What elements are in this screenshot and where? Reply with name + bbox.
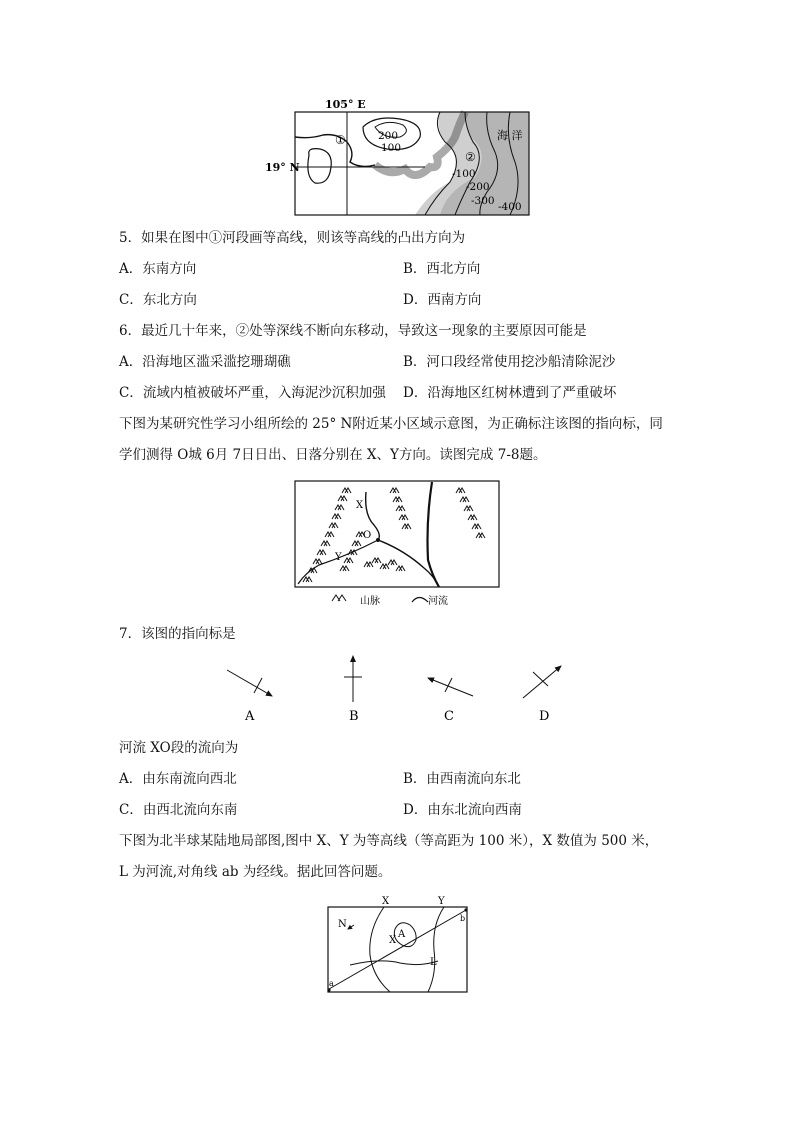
label-y: Y [335, 552, 342, 563]
label-a-inner: A [398, 929, 406, 940]
contour-label-m400: -400 [498, 201, 522, 213]
mountain-mark [332, 514, 341, 519]
label-a: a [329, 979, 334, 988]
mountain-symbols [303, 488, 485, 582]
contour-map-svg [320, 895, 475, 1000]
mountain-mark [352, 541, 361, 546]
intro2-line2: 学们测得 O城 6月 7日日出、日落分别在 X、Y方向。读图完成 7-8题。 [119, 447, 547, 463]
figure-mountain-river-map [294, 480, 500, 610]
river-l [350, 961, 438, 965]
label-o: O [363, 530, 372, 541]
mountain-mark [460, 497, 469, 502]
figure-contour-map [320, 895, 475, 1000]
mountain-mark [317, 550, 326, 555]
choice-c-label: C [444, 709, 454, 724]
mountain-mark [321, 541, 330, 546]
choice-a-label: A [245, 709, 255, 724]
mountain-river-svg [294, 480, 500, 610]
point-b-dot [464, 908, 467, 911]
q6-option-a[interactable]: A．沿海地区滥采滥挖珊瑚礁 [119, 354, 291, 370]
contour-x [370, 907, 390, 992]
q8-option-b[interactable]: B．由西南流向东北 [403, 771, 521, 787]
label-x-top: X [382, 896, 390, 907]
label-x: X [356, 500, 364, 511]
q5-stem: 5．如果在图中①河段画等高线，则该等高线的凸出方向为 [119, 230, 466, 246]
label-y-top: Y [438, 896, 445, 907]
q5-option-a[interactable]: A．东南方向 [119, 261, 197, 277]
mountain-mark [393, 497, 402, 502]
q8-option-c[interactable]: C．由西北流向东南 [119, 802, 238, 818]
mountain-mark [396, 566, 405, 571]
mountain-mark [340, 566, 349, 571]
mountain-mark [390, 488, 399, 493]
label-l: L [430, 957, 437, 968]
city-o-dot [376, 538, 380, 542]
q5-option-c[interactable]: C．东北方向 [119, 292, 197, 308]
mountain-mark [402, 524, 411, 529]
q7-choices [215, 650, 575, 725]
legend-river-icon [412, 598, 428, 603]
mountain-mark [468, 515, 477, 520]
label-n: N [338, 919, 347, 930]
intro3-line1: 下图为北半球某陆地局部图,图中 X、Y 为等高线（等高距为 100 米），X 数值为 500 米， [119, 833, 659, 849]
mountain-mark [456, 488, 465, 493]
point-a-dot [327, 988, 330, 991]
mountain-mark [399, 515, 408, 520]
contour-y [428, 907, 444, 992]
contour-label-200: 200 [378, 130, 399, 142]
lon-label: 105° E [325, 98, 366, 111]
legend-river-label: 河流 [428, 596, 448, 607]
circle-2-label: ② [465, 150, 476, 164]
mountain-mark [476, 533, 485, 538]
legend-mountain-icon [332, 595, 346, 601]
mountain-mark [396, 506, 405, 511]
mountain-mark [335, 505, 344, 510]
mountain-mark [329, 523, 338, 528]
label-x-inner: X [389, 935, 397, 946]
mountain-mark [303, 577, 312, 582]
mountain-mark [464, 506, 473, 511]
coastal-map-svg [265, 97, 535, 217]
circle-1-label: ① [335, 133, 346, 147]
q6-stem: 6．最近几十年来，②处等深线不断向东移动，导致这一现象的主要原因可能是 [119, 323, 587, 339]
q5-option-d[interactable]: D．西南方向 [403, 292, 482, 308]
sea-label: 海 洋 [497, 129, 523, 142]
choice-b-label: B [349, 709, 359, 724]
contour-label-m300: -300 [471, 195, 495, 207]
mountain-mark [313, 559, 322, 564]
q6-option-c[interactable]: C．流域内植被破坏严重，入海泥沙沉积加强 [119, 385, 386, 401]
q8-option-a[interactable]: A．由东南流向西北 [119, 771, 237, 787]
choice-c-arrow-icon[interactable] [428, 678, 473, 696]
intro2-line1: 下图为某研究性学习小组所绘的 25° N附近某小区域示意图，为正确标注该图的指向标，同 [119, 416, 663, 432]
q7-stem: 7．该图的指向标是 [119, 626, 236, 642]
q5-option-b[interactable]: B．西北方向 [403, 261, 481, 277]
mountain-mark [338, 496, 347, 501]
north-arrow-icon [348, 925, 354, 929]
contour-label-m200: -200 [466, 181, 490, 193]
contour-label-100: 100 [381, 142, 402, 154]
mountain-mark [344, 558, 353, 563]
mountain-mark [372, 558, 381, 563]
q8-option-d[interactable]: D．由东北流向西南 [403, 802, 522, 818]
choice-d-arrow-icon[interactable] [523, 666, 561, 698]
lat-label: 19° N [265, 161, 300, 174]
mountain-mark [342, 488, 351, 493]
meridian-ab [329, 910, 466, 989]
contour-label-m100: -100 [452, 168, 476, 180]
choice-a-arrow-icon[interactable] [227, 670, 272, 696]
mountain-mark [388, 560, 397, 565]
q7-choices-svg [215, 650, 575, 725]
q6-option-b[interactable]: B．河口段经常使用挖沙船清除泥沙 [403, 354, 616, 370]
choice-b-arrow-icon[interactable] [344, 656, 362, 702]
q8-stem: 河流 XO段的流向为 [119, 740, 239, 756]
mountain-mark [325, 532, 334, 537]
q6-option-d[interactable]: D．沿海地区红树林遭到了严重破坏 [403, 385, 617, 401]
map2-frame [295, 481, 499, 587]
island-outline [308, 149, 331, 184]
mountain-mark [472, 524, 481, 529]
figure-coastal-map [265, 97, 535, 217]
river-east [428, 482, 440, 587]
intro3-line2: L 为河流,对角线 ab 为经线。据此回答问题。 [119, 864, 392, 880]
label-b: b [460, 914, 466, 923]
choice-d-label: D [539, 709, 550, 724]
legend-mountain-label: 山脉 [360, 596, 380, 607]
